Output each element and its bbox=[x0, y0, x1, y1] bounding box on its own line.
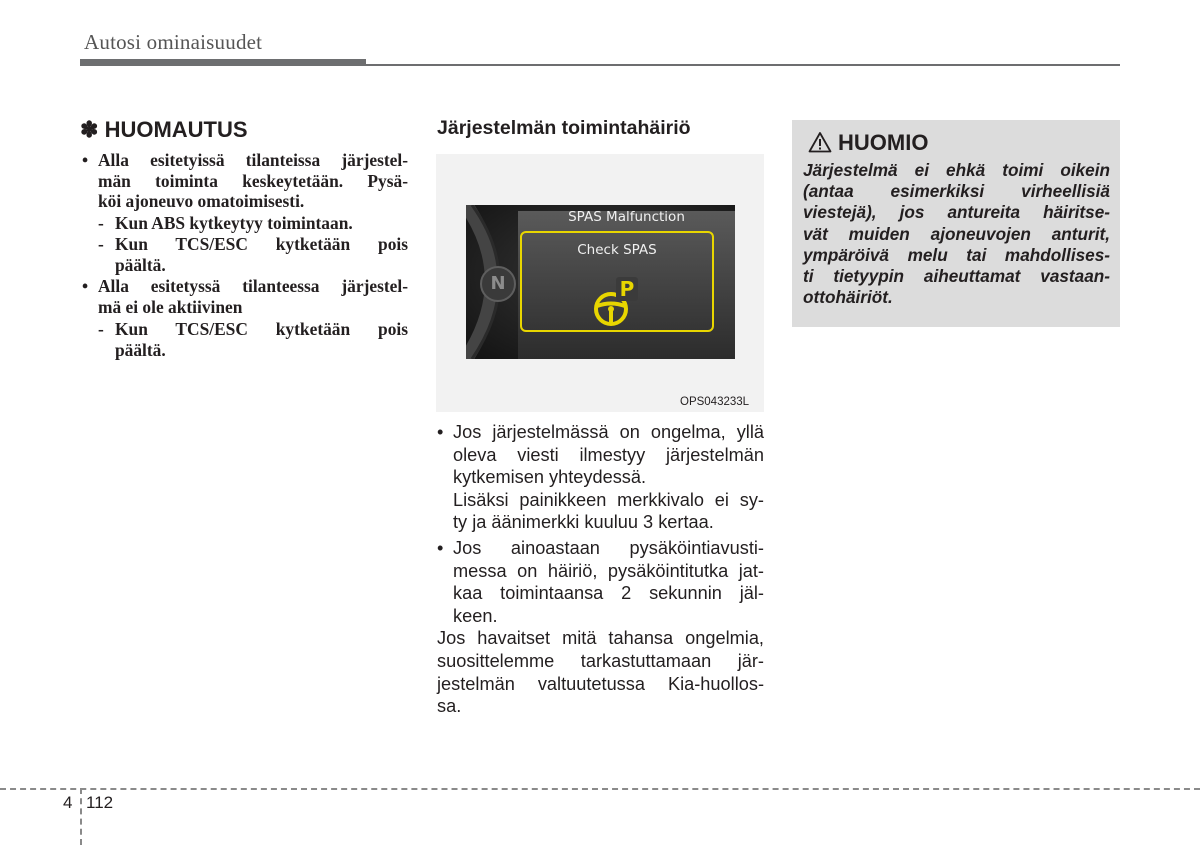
gear-indicator: N bbox=[490, 273, 506, 294]
body-line: kytkemisen yhteydessä. bbox=[453, 467, 647, 488]
note-heading bbox=[80, 117, 248, 143]
body-line: Lisäksi painikkeen merkkivalo ei sy- bbox=[453, 489, 764, 510]
running-header-title: Autosi ominaisuudet bbox=[84, 30, 263, 54]
instrument-cluster-display bbox=[466, 205, 735, 359]
caution-line: viestejä), jos antureita häiritse- bbox=[803, 202, 1110, 223]
warning-triangle-icon bbox=[808, 131, 832, 158]
body-line: ty ja äänimerkki kuuluu 3 kertaa. bbox=[453, 512, 714, 533]
chapter-number: 4 bbox=[63, 793, 73, 812]
list-bullet: • bbox=[437, 422, 444, 442]
caution-line: vät muiden ajoneuvojen anturit, bbox=[803, 223, 1110, 244]
note-line: Kun TCS/ESC kytketään pois bbox=[115, 234, 408, 254]
note-title: HUOMAUTUS bbox=[104, 117, 248, 142]
body-line: messa on häiriö, pysäköintitutka jat- bbox=[453, 560, 764, 581]
note-dash-marker: - bbox=[98, 213, 104, 233]
note-dash-marker: - bbox=[98, 319, 104, 339]
note-line: päältä. bbox=[115, 340, 166, 360]
body-line: sa. bbox=[437, 696, 462, 717]
body-line: Jos ainoastaan pysäköintiavusti- bbox=[453, 538, 764, 558]
caution-line: (antaa esimerkiksi virheellisiä bbox=[803, 181, 1110, 202]
note-line: mä ei ole aktiivinen bbox=[98, 297, 243, 317]
note-line: Alla esitetyissä tilanteissa järjestel- bbox=[98, 150, 408, 170]
figure-code: OPS043233L bbox=[680, 396, 750, 408]
header-rule-thin bbox=[366, 64, 1120, 66]
note-bullet-2-marker: • bbox=[82, 276, 89, 296]
caution-line: ottohäiriöt. bbox=[803, 287, 893, 308]
footer-rule bbox=[0, 788, 1200, 790]
body-line: Jos järjestelmässä on ongelma, yllä bbox=[453, 422, 764, 442]
caution-line: ympäröivä melu tai mahdollises- bbox=[803, 244, 1110, 265]
caution-line: Järjestelmä ei ehkä toimi oikein bbox=[803, 160, 1110, 180]
note-bullet-1-marker: • bbox=[82, 150, 89, 170]
display-title: SPAS Malfunction bbox=[568, 209, 685, 225]
note-line: Kun TCS/ESC kytketään pois bbox=[115, 319, 408, 339]
note-line: män toiminta keskeytetään. Pysä- bbox=[98, 170, 408, 191]
note-line: köi ajoneuvo omatoimisesti. bbox=[98, 191, 305, 211]
body-line: keen. bbox=[453, 605, 498, 626]
body-line: kaa toimintaansa 2 sekunnin jäl- bbox=[453, 583, 764, 604]
header-rule-thick bbox=[80, 59, 366, 66]
section-heading: Järjestelmän toimintahäiriö bbox=[437, 117, 691, 139]
footer-divider bbox=[80, 788, 82, 845]
body-line: Jos havaitset mitä tahansa ongelmia, bbox=[437, 628, 764, 649]
note-line: Kun ABS kytkeytyy toimintaan. bbox=[115, 213, 353, 233]
note-line: Alla esitetyssä tilanteessa järjestel- bbox=[98, 276, 408, 296]
body-line: oleva viesti ilmestyy järjestelmän bbox=[453, 444, 764, 465]
svg-text:P: P bbox=[619, 277, 635, 301]
list-bullet: • bbox=[437, 538, 444, 558]
body-line: suosittelemme tarkastuttamaan jär- bbox=[437, 651, 764, 671]
note-line: päältä. bbox=[115, 255, 166, 275]
caution-line: ti tietyypin aiheuttamat vastaan- bbox=[803, 266, 1110, 286]
note-symbol-icon: ✽ bbox=[80, 117, 99, 142]
caution-title: HUOMIO bbox=[838, 130, 929, 155]
note-dash-marker: - bbox=[98, 234, 104, 254]
display-message: Check SPAS bbox=[577, 242, 657, 258]
page-number: 112 bbox=[86, 793, 114, 812]
body-line: jestelmän valtuutetussa Kia-huollos- bbox=[437, 673, 764, 694]
